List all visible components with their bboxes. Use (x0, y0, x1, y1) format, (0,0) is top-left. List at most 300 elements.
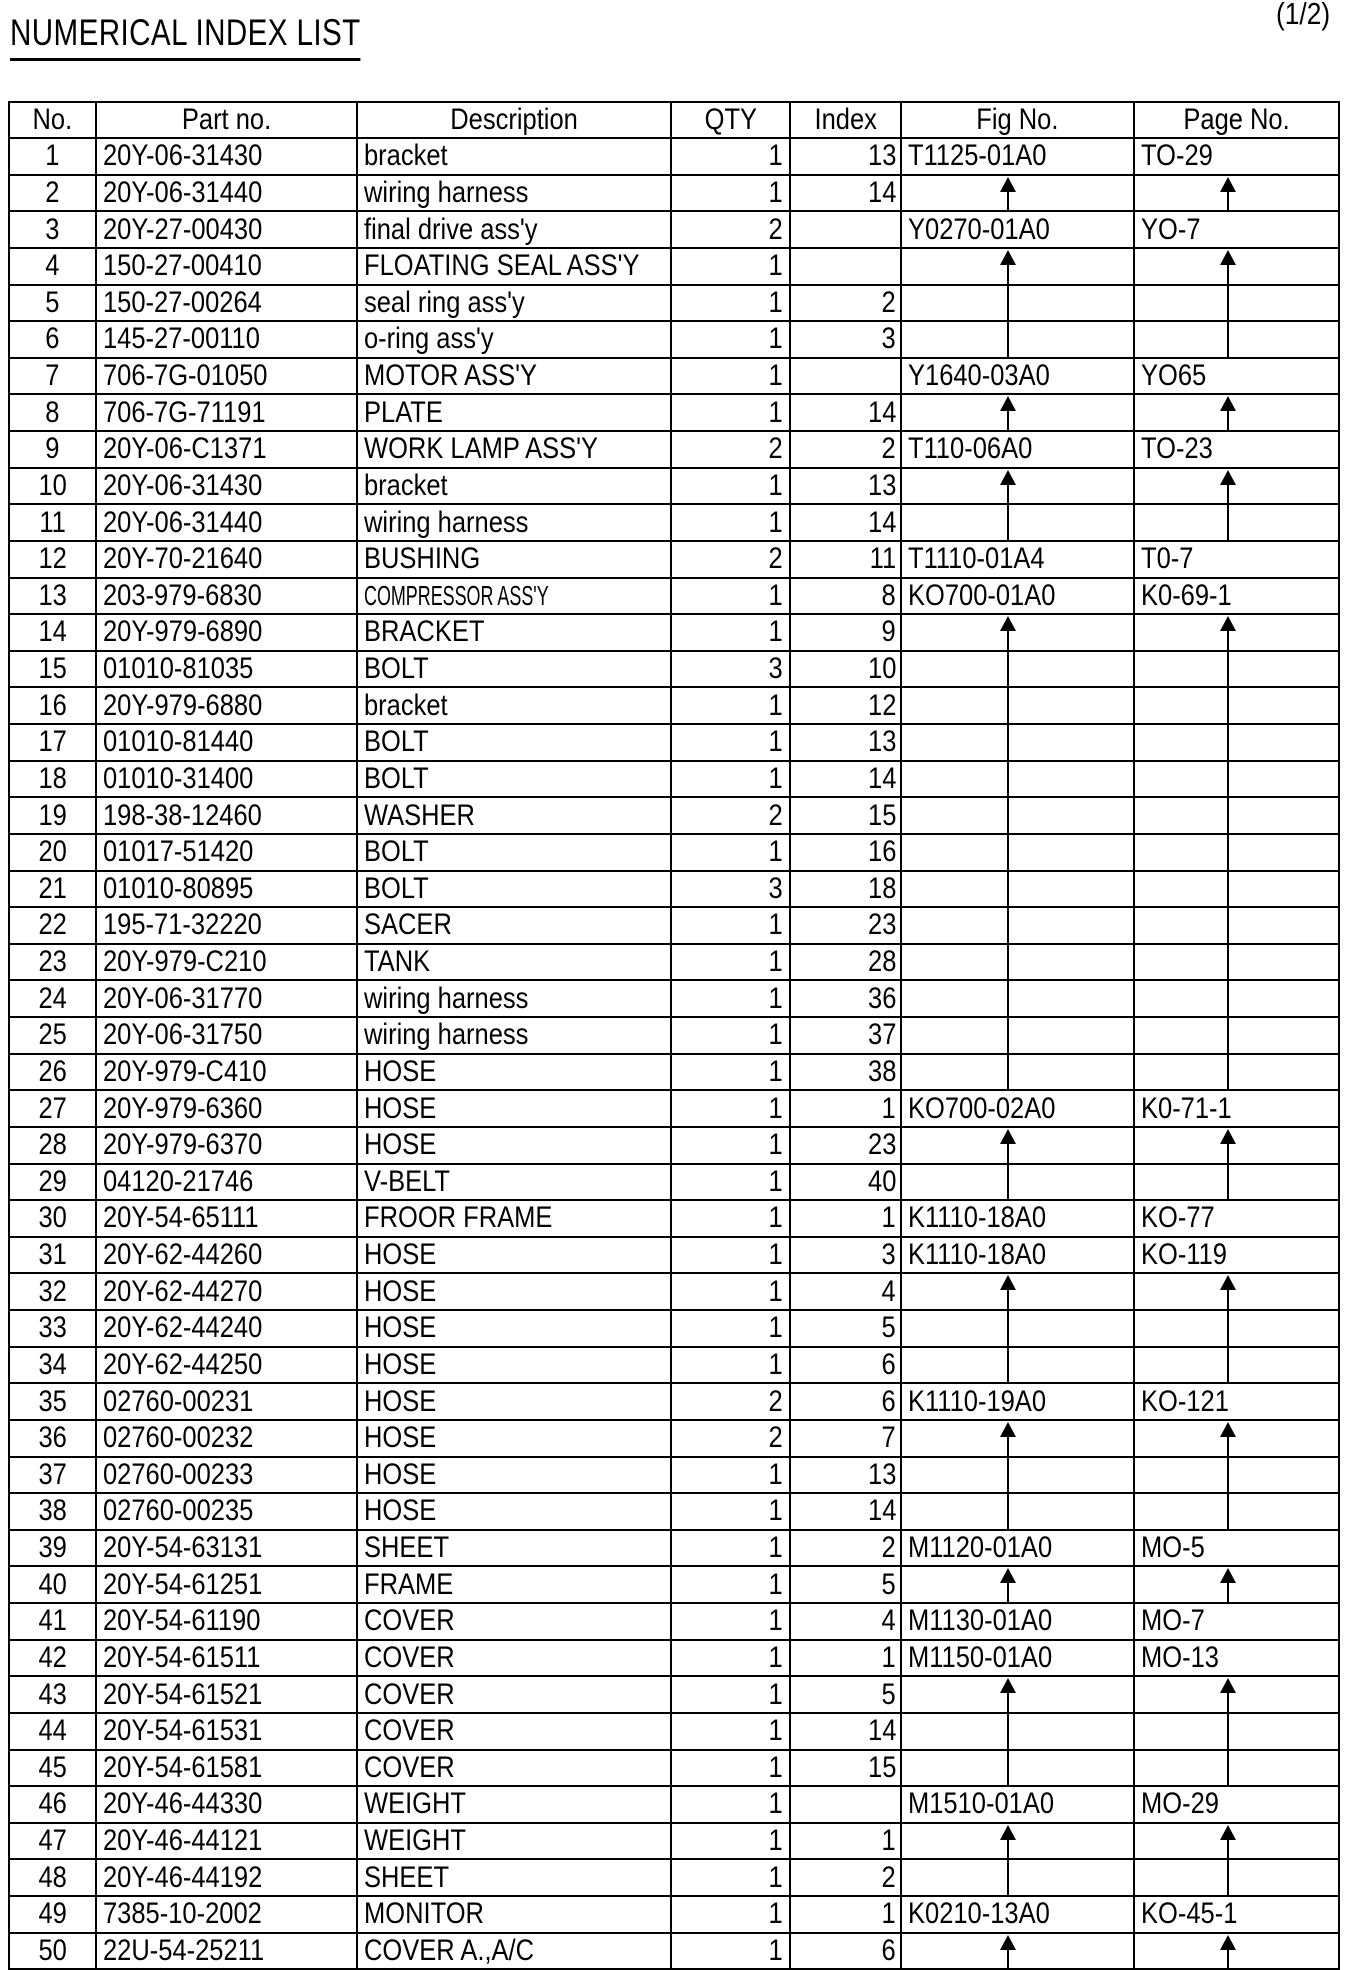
cell-no (9, 285, 96, 322)
cell-text: 1 (768, 468, 783, 502)
cell-text: 21 (38, 871, 67, 905)
ditto-arrow-tail (1227, 321, 1229, 358)
cell-text: 1 (768, 505, 783, 539)
cell-page-no (1134, 358, 1339, 395)
cell-index (790, 1640, 901, 1677)
cell-page-no (1134, 1017, 1339, 1054)
cell-part-no (96, 871, 357, 908)
cell-text: 40 (867, 1164, 896, 1198)
column-header-qty: QTY (671, 102, 790, 138)
table-row (9, 614, 1339, 651)
cell-text: 20Y-06-31440 (103, 175, 263, 209)
cell-text: 02760-00231 (103, 1384, 254, 1418)
page-indicator (1276, 0, 1340, 32)
cell-text: HOSE (364, 1347, 437, 1381)
cell-text: TO-23 (1141, 432, 1213, 466)
cell-page-no (1134, 504, 1339, 541)
ditto-arrow-tail (1227, 871, 1229, 908)
cell-text: 195-71-32220 (103, 908, 262, 942)
cell-part-no (96, 1127, 357, 1164)
cell-page-no (1134, 1273, 1339, 1310)
page-title-text: NUMERICAL INDEX LIST (10, 12, 361, 61)
cell-text: FLOATING SEAL ASS'Y (364, 249, 640, 283)
cell-text: 8 (881, 578, 896, 612)
cell-text: 3 (881, 322, 896, 356)
cell-text: 20Y-46-44330 (103, 1787, 263, 1821)
cell-text: 20Y-54-61531 (103, 1714, 263, 1748)
cell-text: 20Y-54-63131 (103, 1531, 263, 1565)
table-row (9, 1127, 1339, 1164)
ditto-arrow-tail (1227, 687, 1229, 724)
cell-page-no (1134, 1859, 1339, 1896)
cell-text: 1 (768, 615, 783, 649)
cell-index (790, 1127, 901, 1164)
table-row (9, 1054, 1339, 1091)
cell-part-no (96, 1750, 357, 1787)
ditto-arrow-tail (1227, 410, 1229, 431)
ditto-arrow-tail (1227, 1017, 1229, 1054)
cell-qty (671, 175, 790, 212)
cell-qty (671, 1603, 790, 1640)
ditto-arrow-tail (1007, 871, 1009, 908)
cell-text: M1510-01A0 (908, 1787, 1055, 1821)
ditto-arrow-tail (1227, 1839, 1229, 1860)
cell-qty (671, 944, 790, 981)
cell-page-no (1134, 1786, 1339, 1823)
cell-text: 7 (881, 1421, 896, 1455)
table-row (9, 504, 1339, 541)
cell-text: 20Y-979-6890 (103, 615, 263, 649)
cell-description (357, 1127, 671, 1164)
cell-text: 1 (768, 175, 783, 209)
ditto-arrow-tail (1227, 1493, 1229, 1530)
cell-index (790, 1566, 901, 1603)
cell-page-no (1134, 1420, 1339, 1457)
table-row (9, 358, 1339, 395)
cell-text: BOLT (364, 871, 429, 905)
ditto-arrow-up-icon (1000, 1129, 1016, 1144)
cell-text: MO-13 (1141, 1640, 1219, 1674)
ditto-arrow-tail (1007, 1859, 1009, 1896)
cell-page-no (1134, 687, 1339, 724)
table-row (9, 1823, 1339, 1860)
cell-no (9, 1127, 96, 1164)
cell-part-no (96, 321, 357, 358)
ditto-arrow-tail (1007, 1289, 1009, 1310)
cell-text: 1 (768, 725, 783, 759)
cell-qty (671, 468, 790, 505)
cell-fig-no (901, 1566, 1134, 1603)
cell-no (9, 541, 96, 578)
cell-text: 04120-21746 (103, 1164, 254, 1198)
cell-text: 706-7G-01050 (103, 359, 268, 393)
cell-no (9, 138, 96, 175)
cell-text: 1 (768, 1054, 783, 1088)
cell-text: 45 (38, 1750, 67, 1784)
cell-text: FROOR FRAME (364, 1201, 553, 1235)
cell-index (790, 1420, 901, 1457)
cell-text: 42 (38, 1640, 67, 1674)
cell-fig-no (901, 1164, 1134, 1201)
cell-no (9, 504, 96, 541)
cell-text: 29 (38, 1164, 67, 1198)
cell-qty (671, 431, 790, 468)
cell-fig-no (901, 175, 1134, 212)
cell-fig-no (901, 248, 1134, 285)
cell-text: KO700-01A0 (908, 578, 1056, 612)
cell-page-no (1134, 944, 1339, 981)
cell-description (357, 944, 671, 981)
ditto-arrow-up-icon (1220, 1568, 1236, 1583)
cell-no (9, 1493, 96, 1530)
cell-qty (671, 1127, 790, 1164)
cell-text: 39 (38, 1531, 67, 1565)
ditto-arrow-up-icon (1220, 250, 1236, 265)
cell-no (9, 651, 96, 688)
cell-text: 1 (768, 945, 783, 979)
cell-fig-no (901, 1310, 1134, 1347)
cell-fig-no (901, 1896, 1134, 1933)
ditto-arrow-up-icon (1000, 250, 1016, 265)
cell-text: 1 (768, 1933, 783, 1967)
cell-text: 20Y-46-44121 (103, 1824, 263, 1858)
cell-page-no (1134, 285, 1339, 322)
cell-text: 3 (768, 871, 783, 905)
ditto-arrow-up-icon (1220, 1129, 1236, 1144)
cell-text: 5 (881, 1567, 896, 1601)
cell-no (9, 175, 96, 212)
cell-page-no (1134, 1896, 1339, 1933)
cell-no (9, 1164, 96, 1201)
cell-qty (671, 1859, 790, 1896)
cell-part-no (96, 1676, 357, 1713)
cell-text: 20Y-06-31430 (103, 139, 263, 173)
cell-index (790, 1237, 901, 1274)
cell-text: COVER (364, 1714, 455, 1748)
cell-text: K0210-13A0 (908, 1897, 1050, 1931)
cell-text: COMPRESSOR ASS'Y (364, 579, 549, 611)
cell-text: 02760-00235 (103, 1494, 254, 1528)
cell-text: 1 (768, 322, 783, 356)
cell-fig-no (901, 394, 1134, 431)
cell-text: M1130-01A0 (908, 1604, 1053, 1638)
cell-fig-no (901, 504, 1134, 541)
table-row (9, 468, 1339, 505)
cell-text: HOSE (364, 1054, 437, 1088)
cell-text: TANK (364, 945, 431, 979)
cell-index (790, 358, 901, 395)
cell-page-no (1134, 651, 1339, 688)
cell-text: 14 (867, 175, 896, 209)
ditto-arrow-tail (1227, 191, 1229, 212)
cell-index (790, 871, 901, 908)
cell-index (790, 1786, 901, 1823)
cell-text: 1 (768, 1274, 783, 1308)
cell-qty (671, 138, 790, 175)
cell-text: 20Y-06-31770 (103, 981, 263, 1015)
cell-part-no (96, 1493, 357, 1530)
cell-text: 1 (768, 285, 783, 319)
cell-text: 02760-00233 (103, 1457, 254, 1491)
cell-no (9, 1676, 96, 1713)
cell-description (357, 1566, 671, 1603)
column-header-page-no: Page No. (1134, 102, 1339, 138)
cell-text: 14 (867, 505, 896, 539)
cell-description (357, 175, 671, 212)
cell-qty (671, 907, 790, 944)
cell-text: HOSE (364, 1494, 437, 1528)
cell-text: 198-38-12460 (103, 798, 262, 832)
ditto-arrow-tail (1007, 1347, 1009, 1384)
cell-qty (671, 1713, 790, 1750)
ditto-arrow-tail (1007, 1713, 1009, 1750)
cell-no (9, 1090, 96, 1127)
cell-description (357, 358, 671, 395)
cell-index (790, 1823, 901, 1860)
cell-text: 1 (768, 908, 783, 942)
cell-description (357, 211, 671, 248)
cell-text: 1 (768, 1531, 783, 1565)
table-row (9, 1310, 1339, 1347)
cell-text: 33 (38, 1311, 67, 1345)
cell-description (357, 1237, 671, 1274)
cell-text: Y0270-01A0 (908, 212, 1050, 246)
table-row (9, 1896, 1339, 1933)
cell-description (357, 1530, 671, 1567)
table-row (9, 1933, 1339, 1970)
ditto-arrow-tail (1227, 761, 1229, 798)
cell-part-no (96, 651, 357, 688)
cell-text: 20Y-54-61521 (103, 1677, 263, 1711)
cell-fig-no (901, 1859, 1134, 1896)
ditto-arrow-tail (1007, 504, 1009, 541)
cell-description (357, 1383, 671, 1420)
ditto-arrow-up-icon (1220, 1825, 1236, 1840)
cell-text: 7385-10-2002 (103, 1897, 262, 1931)
cell-fig-no (901, 211, 1134, 248)
cell-index (790, 761, 901, 798)
ditto-arrow-tail (1227, 504, 1229, 541)
table-row (9, 1603, 1339, 1640)
cell-qty (671, 1200, 790, 1237)
cell-text: YO65 (1141, 359, 1207, 393)
cell-text: 20Y-62-44260 (103, 1238, 263, 1272)
cell-text: 20Y-54-61511 (103, 1640, 261, 1674)
cell-text: 16 (38, 688, 67, 722)
cell-no (9, 980, 96, 1017)
cell-text: 02760-00232 (103, 1421, 254, 1455)
cell-page-no (1134, 1457, 1339, 1494)
cell-text: FRAME (364, 1567, 454, 1601)
table-row (9, 1566, 1339, 1603)
cell-fig-no (901, 651, 1134, 688)
ditto-arrow-tail (1227, 834, 1229, 871)
cell-text: 37 (38, 1457, 67, 1491)
cell-text: 4 (881, 1604, 896, 1638)
cell-description (357, 578, 671, 615)
table-header-row (9, 102, 1339, 138)
cell-no (9, 1786, 96, 1823)
ditto-arrow-tail (1007, 1750, 1009, 1787)
ditto-arrow-tail (1227, 484, 1229, 505)
cell-text: V-BELT (364, 1164, 450, 1198)
ditto-arrow-tail (1007, 980, 1009, 1017)
cell-text: K0-69-1 (1141, 578, 1232, 612)
cell-text: K1110-18A0 (908, 1238, 1047, 1272)
cell-fig-no (901, 431, 1134, 468)
ditto-arrow-up-icon (1000, 1678, 1016, 1693)
cell-qty (671, 651, 790, 688)
cell-text: 50 (38, 1933, 67, 1967)
page-indicator-text: (1/2) (1276, 0, 1331, 31)
cell-page-no (1134, 578, 1339, 615)
ditto-arrow-tail (1007, 1310, 1009, 1347)
cell-text: 1 (768, 1164, 783, 1198)
cell-text: 1 (768, 1238, 783, 1272)
cell-no (9, 687, 96, 724)
cell-page-no (1134, 1933, 1339, 1970)
cell-text: 1 (768, 1677, 783, 1711)
cell-no (9, 907, 96, 944)
ditto-arrow-up-icon (1000, 1825, 1016, 1840)
cell-text: 2 (768, 542, 783, 576)
cell-fig-no (901, 358, 1134, 395)
cell-fig-no (901, 1054, 1134, 1091)
cell-text: 1 (768, 1787, 783, 1821)
cell-text: SACER (364, 908, 452, 942)
ditto-arrow-tail (1007, 191, 1009, 212)
cell-text: o-ring ass'y (364, 322, 494, 356)
table-row (9, 1237, 1339, 1274)
cell-part-no (96, 1713, 357, 1750)
cell-text: 6 (881, 1933, 896, 1967)
table-row (9, 761, 1339, 798)
cell-qty (671, 541, 790, 578)
cell-no (9, 1420, 96, 1457)
cell-qty (671, 1457, 790, 1494)
cell-text: 2 (768, 432, 783, 466)
cell-page-no (1134, 138, 1339, 175)
ditto-arrow-tail (1227, 797, 1229, 834)
cell-index (790, 431, 901, 468)
ditto-arrow-tail (1007, 410, 1009, 431)
cell-index (790, 394, 901, 431)
cell-text: 20Y-70-21640 (103, 542, 263, 576)
cell-fig-no (901, 1713, 1134, 1750)
cell-text: 01010-81440 (103, 725, 254, 759)
ditto-arrow-tail (1007, 651, 1009, 688)
cell-text: 2 (768, 798, 783, 832)
table-row (9, 211, 1339, 248)
cell-qty (671, 834, 790, 871)
cell-index (790, 248, 901, 285)
cell-qty (671, 1530, 790, 1567)
cell-text: 1 (768, 981, 783, 1015)
ditto-arrow-tail (1227, 1164, 1229, 1201)
cell-text: T0-7 (1141, 542, 1194, 576)
cell-text: wiring harness (364, 981, 529, 1015)
cell-description (357, 797, 671, 834)
ditto-arrow-tail (1007, 907, 1009, 944)
cell-text: 1 (768, 1567, 783, 1601)
cell-qty (671, 1493, 790, 1530)
cell-text: T1110-01A4 (908, 542, 1045, 576)
cell-text: 9 (881, 615, 896, 649)
ditto-arrow-up-icon (1220, 1678, 1236, 1693)
ditto-arrow-tail (1227, 724, 1229, 761)
cell-text: HOSE (364, 1128, 437, 1162)
cell-qty (671, 504, 790, 541)
cell-text: 3 (768, 652, 783, 686)
cell-text: TO-29 (1141, 139, 1213, 173)
cell-page-no (1134, 724, 1339, 761)
cell-part-no (96, 504, 357, 541)
cell-text: wiring harness (364, 505, 529, 539)
ditto-arrow-tail (1007, 1692, 1009, 1713)
cell-text: 49 (38, 1897, 67, 1931)
table-row (9, 321, 1339, 358)
cell-text: 1 (768, 1457, 783, 1491)
cell-text: 38 (38, 1494, 67, 1528)
cell-text: 20Y-62-44250 (103, 1347, 263, 1381)
cell-description (357, 394, 671, 431)
column-header-description: Description (357, 102, 671, 138)
cell-description (357, 1457, 671, 1494)
cell-text: 1 (768, 1714, 783, 1748)
cell-no (9, 1640, 96, 1677)
ditto-arrow-tail (1227, 907, 1229, 944)
cell-text: 13 (867, 468, 896, 502)
cell-fig-no (901, 1090, 1134, 1127)
ditto-arrow-tail (1007, 1017, 1009, 1054)
cell-part-no (96, 1640, 357, 1677)
cell-fig-no (901, 138, 1134, 175)
cell-part-no (96, 1457, 357, 1494)
cell-text: 36 (867, 981, 896, 1015)
cell-page-no (1134, 1566, 1339, 1603)
cell-part-no (96, 1090, 357, 1127)
cell-text: 20Y-46-44192 (103, 1860, 263, 1894)
cell-page-no (1134, 1090, 1339, 1127)
cell-text: 31 (38, 1238, 67, 1272)
cell-fig-no (901, 1493, 1134, 1530)
cell-text: 11 (869, 542, 896, 576)
cell-index (790, 285, 901, 322)
cell-no (9, 614, 96, 651)
cell-text: T1125-01A0 (908, 139, 1047, 173)
ditto-arrow-up-icon (1000, 1568, 1016, 1583)
cell-text: MO-5 (1141, 1531, 1205, 1565)
cell-no (9, 834, 96, 871)
ditto-arrow-up-icon (1000, 470, 1016, 485)
cell-text: 3 (45, 212, 60, 246)
cell-text: BOLT (364, 761, 429, 795)
table-row (9, 394, 1339, 431)
cell-text: 15 (867, 1750, 896, 1784)
cell-qty (671, 1786, 790, 1823)
cell-text: 150-27-00264 (103, 285, 262, 319)
cell-text: 5 (45, 285, 60, 319)
ditto-arrow-tail (1227, 1713, 1229, 1750)
ditto-arrow-up-icon (1220, 177, 1236, 192)
table-row (9, 871, 1339, 908)
table-row (9, 980, 1339, 1017)
cell-index (790, 541, 901, 578)
ditto-arrow-up-icon (1000, 177, 1016, 192)
cell-text: WASHER (364, 798, 475, 832)
cell-text: 20Y-979-C210 (103, 945, 267, 979)
cell-qty (671, 980, 790, 1017)
